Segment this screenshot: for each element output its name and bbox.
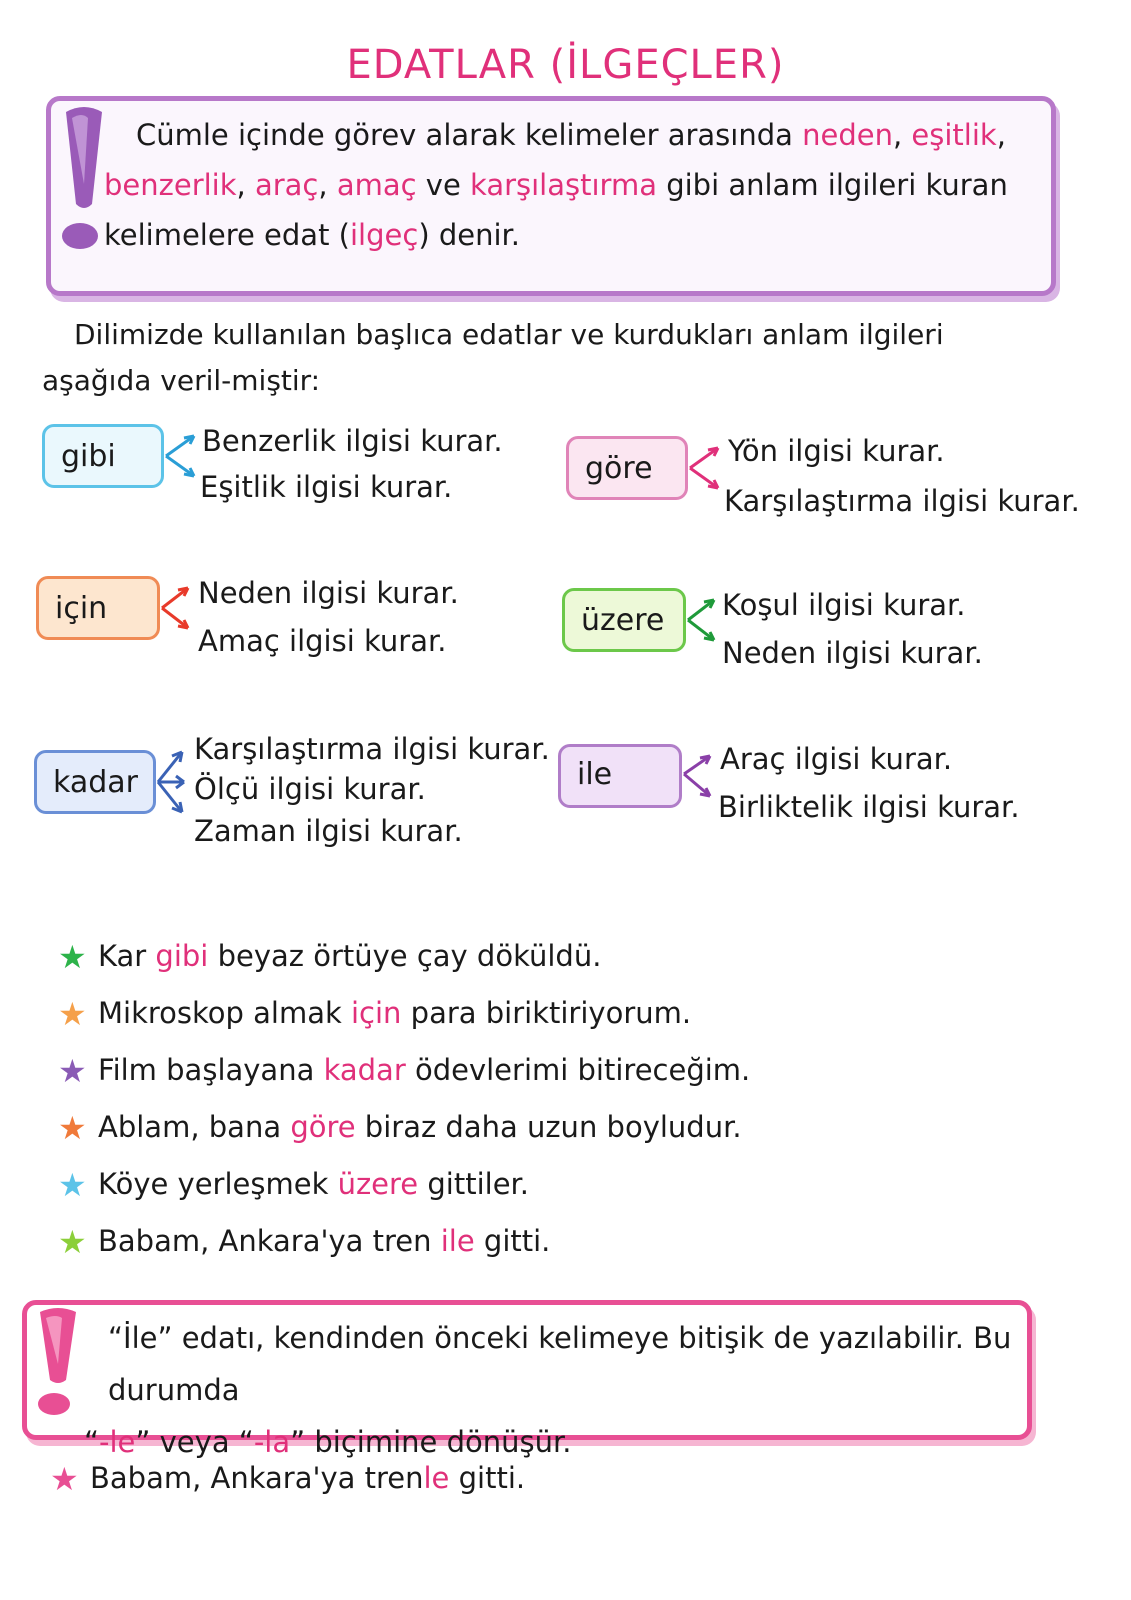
example-edat: üzere: [337, 1167, 419, 1201]
edat-box-gore: [566, 436, 688, 500]
meaning-kadar-1: Karşılaştırma ilgisi kurar.: [194, 732, 550, 766]
keyword-karsilastirma: karşılaştırma: [470, 168, 657, 202]
example-item: [58, 1156, 750, 1213]
meaning-kadar-3: Zaman ilgisi kurar.: [194, 814, 463, 848]
edat-box-kadar: [34, 750, 156, 814]
example-list: [58, 928, 750, 1270]
definition-sep: ,: [892, 118, 912, 152]
definition-sep: ve: [416, 168, 471, 202]
meaning-gibi-1: Benzerlik ilgisi kurar.: [202, 424, 503, 458]
note-line-1: [84, 1312, 1014, 1416]
exclamation-icon: [32, 1306, 84, 1418]
example-text: para biriktiriyorum.: [401, 996, 692, 1030]
meaning-ile-2: Birliktelik ilgisi kurar.: [718, 790, 1020, 824]
edat-word: göre: [585, 450, 653, 486]
suffix-le: -le: [99, 1425, 136, 1459]
arrow-icon: [160, 580, 200, 636]
example-text: Babam, Ankara'ya tren: [90, 1461, 424, 1495]
note-part: ” biçimine dönüşür.: [290, 1425, 572, 1459]
keyword-benzerlik: benzerlik: [104, 168, 237, 202]
keyword-esitlik: eşitlik: [911, 118, 997, 152]
arrow-icon: [156, 744, 196, 824]
suffix-la: -la: [253, 1425, 291, 1459]
keyword-amac: amaç: [336, 168, 417, 202]
arrow-icon: [686, 592, 726, 648]
example-text: Kar: [98, 939, 156, 973]
note-part: “: [84, 1425, 100, 1459]
note-text: [84, 1312, 1014, 1468]
example-item: [58, 1213, 750, 1270]
meaning-icin-1: Neden ilgisi kurar.: [198, 576, 459, 610]
example-item: [58, 985, 750, 1042]
definition-sep: ,: [318, 168, 337, 202]
arrow-icon: [688, 440, 728, 496]
edat-word: ile: [577, 757, 613, 792]
example-text: Mikroskop almak: [98, 996, 351, 1030]
example-edat: göre: [290, 1110, 356, 1144]
star-icon: ★: [50, 1460, 79, 1498]
star-icon: ★: [58, 938, 87, 976]
example-edat: gibi: [155, 939, 209, 973]
example-text: ödevlerimi bitireceğim.: [405, 1053, 751, 1087]
meaning-ile-1: Araç ilgisi kurar.: [720, 742, 953, 776]
meaning-uzere-2: Neden ilgisi kurar.: [722, 636, 983, 670]
star-icon: ★: [58, 1052, 87, 1090]
edat-box-uzere: [562, 588, 686, 652]
keyword-neden: neden: [802, 118, 893, 152]
edat-box-gibi: [42, 424, 164, 488]
example-text: beyaz örtüye çay döküldü.: [208, 939, 602, 973]
page-title: EDATLAR (İLGEÇLER): [346, 42, 785, 88]
example-text: Köye yerleşmek: [98, 1167, 338, 1201]
note-part: ” veya “: [135, 1425, 254, 1459]
definition-sep: ,: [996, 118, 1006, 152]
arrow-icon: [682, 748, 722, 804]
star-icon: ★: [58, 1166, 87, 1204]
note-part: “İle” edatı, kendinden önceki kelimeye bitişik de yazılabilir. Bu durumda: [108, 1321, 1012, 1407]
meaning-gore-2: Karşılaştırma ilgisi kurar.: [724, 484, 1080, 518]
example-text: gitti.: [474, 1224, 551, 1258]
definition-part: gibi anlam ilgileri kuran kelimelere edat: [104, 168, 1008, 252]
definition-part: Cümle içinde görev alarak kelimeler arasında: [136, 118, 803, 152]
arrow-icon: [164, 430, 204, 486]
edat-word: üzere: [581, 602, 665, 638]
edat-word: gibi: [61, 438, 116, 474]
meaning-uzere-1: Koşul ilgisi kurar.: [722, 588, 966, 622]
keyword-ilgec: ilgeç: [350, 218, 419, 252]
star-icon: ★: [58, 1109, 87, 1147]
definition-part: ) denir.: [418, 218, 521, 252]
example-text: gitti.: [449, 1461, 526, 1495]
keyword-arac: araç: [254, 168, 319, 202]
star-icon: ★: [58, 995, 87, 1033]
meaning-kadar-2: Ölçü ilgisi kurar.: [194, 772, 426, 806]
definition-part: (: [338, 218, 350, 252]
intro-text: Dilimizde kullanılan başlıca edatlar ve kurdukları anlam ilgileri aşağıda veril-miştir:: [42, 318, 944, 397]
example-text: biraz daha uzun boyludur.: [355, 1110, 742, 1144]
example-edat: için: [351, 996, 402, 1030]
star-icon: ★: [58, 1223, 87, 1261]
final-example: [50, 1450, 525, 1507]
meaning-gibi-2: Eşitlik ilgisi kurar.: [200, 470, 453, 504]
meaning-icin-2: Amaç ilgisi kurar.: [198, 624, 447, 658]
example-text: gittiler.: [418, 1167, 530, 1201]
example-edat: le: [423, 1461, 450, 1495]
meaning-gore-1: Yön ilgisi kurar.: [728, 434, 945, 468]
edat-box-ile: [558, 744, 682, 808]
example-text: Film başlayana: [98, 1053, 324, 1087]
edat-box-icin: [36, 576, 160, 640]
example-item: [58, 1099, 750, 1156]
example-text: Babam, Ankara'ya tren: [98, 1224, 441, 1258]
definition-text: [104, 110, 1034, 260]
example-item: [58, 928, 750, 985]
definition-sep: ,: [236, 168, 255, 202]
example-edat: ile: [440, 1224, 475, 1258]
example-item: [58, 1042, 750, 1099]
edat-word: kadar: [53, 764, 138, 800]
edat-word: için: [55, 590, 108, 626]
example-text: Ablam, bana: [98, 1110, 291, 1144]
example-edat: kadar: [323, 1053, 406, 1087]
